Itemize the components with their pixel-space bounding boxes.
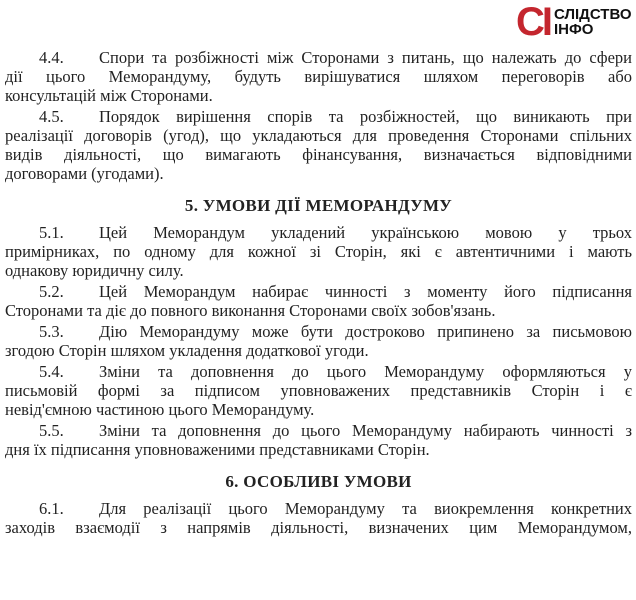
text-line xyxy=(5,282,632,301)
logo-line-2: ІНФО xyxy=(554,21,594,38)
clause-text: Зміни та доповнення до цього Меморандуму набирають чинності з xyxy=(99,421,632,440)
text-line xyxy=(5,48,632,67)
clause-number: 5.4. xyxy=(39,362,64,381)
section-heading: 6. ОСОБЛИВІ УМОВИ xyxy=(225,472,412,491)
clause-text: Цей Меморандум укладений українською мовою у трьох xyxy=(99,223,632,242)
clause-number: 5.5. xyxy=(39,421,64,440)
clause-paragraph xyxy=(5,362,632,419)
clause-number: 6.1. xyxy=(39,499,64,518)
sledstvo-info-logo xyxy=(516,0,636,44)
clause-text: Зміни та доповнення до цього Меморандуму оформляються у xyxy=(99,362,632,381)
clause-number: 5.2. xyxy=(39,282,64,301)
text-line xyxy=(5,223,632,242)
text-line: договорами (угодами). xyxy=(5,164,164,183)
section-heading: 5. УМОВИ ДІЇ МЕМОРАНДУМУ xyxy=(184,196,453,215)
text-line: дії цього Меморандуму, будуть вирішуватися шляхом переговорів або xyxy=(5,67,632,86)
text-line xyxy=(5,362,632,381)
text-line: згодою Сторін шляхом укладення додаткової угоди. xyxy=(5,341,369,360)
clause-number: 5.1. xyxy=(39,223,64,242)
clause-paragraph xyxy=(5,107,632,183)
text-line: примірниках, по одному для кожної зі Сторін, які є автентичними і мають xyxy=(5,242,632,261)
clause-text: Дію Меморандуму може бути достроково припинено за письмовою xyxy=(99,322,632,341)
clause-paragraph xyxy=(5,223,632,280)
text-line: заходів взаємодії з напрямів діяльності, визначених цим Меморандумом, xyxy=(5,518,632,537)
logo-line-1: СЛІДСТВО xyxy=(554,6,632,23)
clause-number: 4.5. xyxy=(39,107,64,126)
logo-mark: СІ xyxy=(516,0,550,44)
clause-text: Спори та розбіжності між Сторонами з питань, що належать до сфери xyxy=(99,48,632,67)
text-line xyxy=(5,421,632,440)
clause-text: Порядок вирішення спорів та розбіжностей, що виникають при xyxy=(99,107,632,126)
text-line: Сторонами та діє до повного виконання Сторонами своїх зобов'язань. xyxy=(5,301,496,320)
text-line xyxy=(5,499,632,518)
text-line: однакову юридичну силу. xyxy=(5,261,184,280)
text-line: письмовій формі за підписом уповноважених представників Сторін і є xyxy=(5,381,632,400)
clause-text: Цей Меморандум набирає чинності з моменту його підписання xyxy=(99,282,632,301)
clause-paragraph xyxy=(5,282,632,320)
clause-paragraph xyxy=(5,322,632,360)
text-line xyxy=(5,107,632,126)
clause-paragraph xyxy=(5,421,632,459)
document-page xyxy=(5,48,632,539)
clause-paragraph xyxy=(5,48,632,105)
clause-paragraph xyxy=(5,499,632,537)
text-line: реалізації договорів (угод), що укладаються для проведення Сторонами спільних xyxy=(5,126,632,145)
text-line: видів діяльності, що вимагають фінансування, визначається відповідними xyxy=(5,145,632,164)
clause-number: 5.3. xyxy=(39,322,64,341)
text-line xyxy=(5,322,632,341)
clause-number: 4.4. xyxy=(39,48,64,67)
text-line: дня їх підписання уповноваженими представниками Сторін. xyxy=(5,440,430,459)
clause-text: Для реалізації цього Меморандуму та виокремлення конкретних xyxy=(99,499,632,518)
text-line: консультацій між Сторонами. xyxy=(5,86,213,105)
text-line: невід'ємною частиною цього Меморандуму. xyxy=(5,400,315,419)
